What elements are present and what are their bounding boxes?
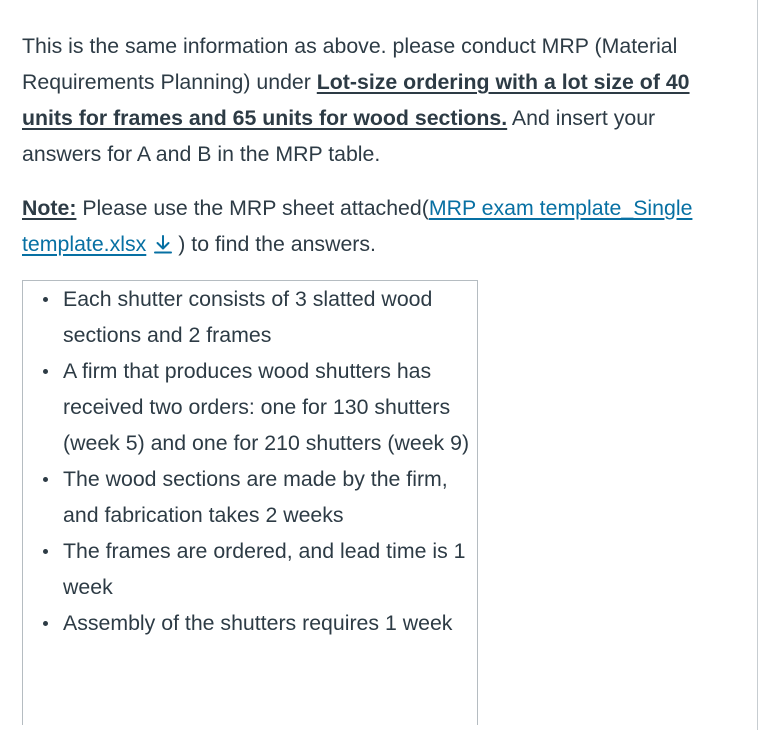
fact-text: Each shutter consists of 3 slatted wood sections and 2 frames (63, 287, 433, 347)
lot-size-emphasis: Lot-size ordering with a lot size of 40 units for frames and 65 units for wood sections. (22, 70, 690, 130)
note-text-after: ) to find the answers. (178, 232, 376, 256)
list-item (63, 281, 477, 353)
facts-box (22, 280, 478, 725)
facts-list (23, 281, 477, 641)
intro-text-after: And insert your answers for A and B in the MRP table. (22, 106, 656, 166)
fact-text: The frames are ordered, and lead time is 1 week (63, 539, 466, 599)
intro-paragraph (22, 28, 737, 172)
list-item (63, 353, 477, 461)
content-right-border (757, 0, 758, 730)
list-item (63, 533, 477, 605)
bullet-icon (43, 477, 48, 482)
question-content (22, 28, 737, 725)
bullet-icon (43, 621, 48, 626)
intro-text-before: This is the same information as above. please conduct MRP (Material Requirements Planning) under (22, 34, 678, 94)
fact-text: Assembly of the shutters requires 1 week (63, 611, 453, 635)
list-item (63, 461, 477, 533)
note-text-before: Please use the MRP sheet attached( (76, 196, 429, 220)
bullet-icon (43, 549, 48, 554)
download-arrow-icon[interactable] (152, 233, 174, 255)
fact-text: A firm that produces wood shutters has received two orders: one for 130 shutters (week 5) and one for 210 shutters (week 9) (63, 359, 470, 455)
note-paragraph (22, 190, 737, 262)
fact-text: The wood sections are made by the firm, and fabrication takes 2 weeks (63, 467, 448, 527)
note-label: Note: (22, 196, 77, 220)
list-item (63, 605, 477, 641)
bullet-icon (43, 369, 48, 374)
bullet-icon (43, 297, 48, 302)
template-file-link[interactable]: MRP exam template_Single template.xlsx (22, 196, 693, 256)
